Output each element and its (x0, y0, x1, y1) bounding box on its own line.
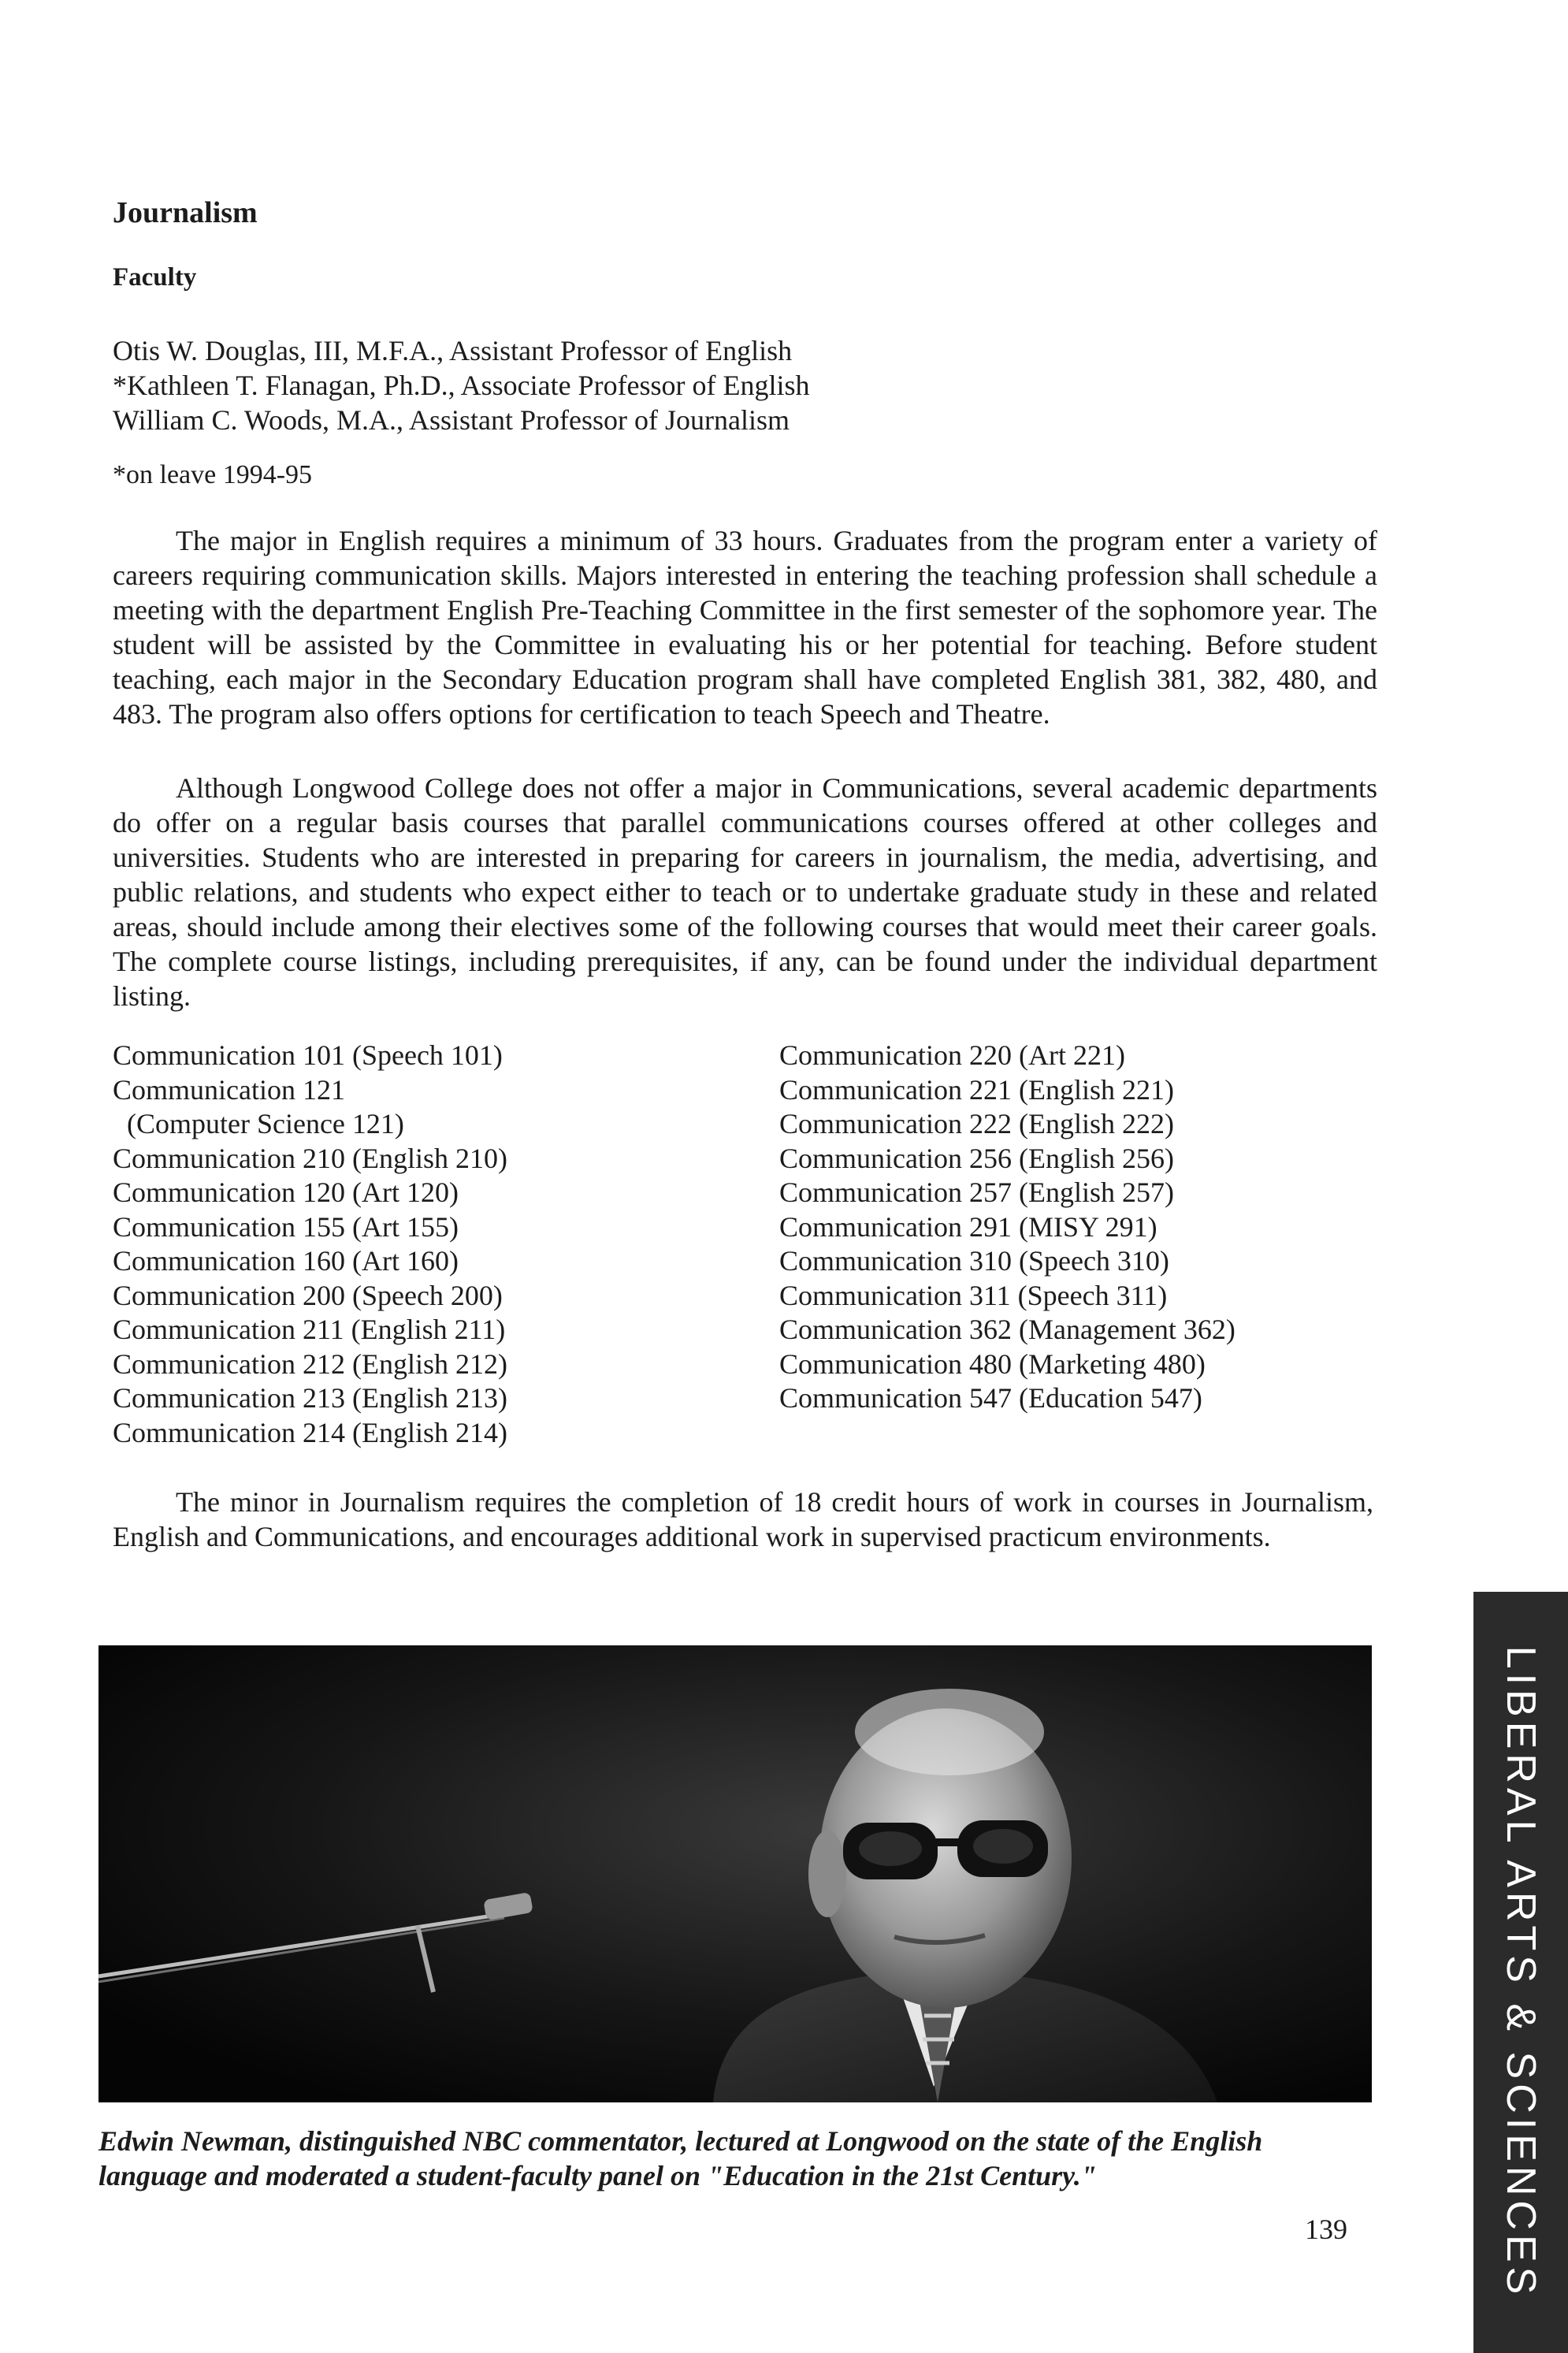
faculty-member: Otis W. Douglas, III, M.F.A., Assistant Professor of English (113, 335, 793, 366)
course-item: Communication 222 (English 222) (779, 1108, 1174, 1139)
faculty-heading: Faculty (113, 263, 197, 292)
course-item: Communication 210 (English 210) (113, 1142, 507, 1174)
course-item: (Computer Science 121) (113, 1108, 404, 1139)
course-item: Communication 310 (Speech 310) (779, 1245, 1169, 1277)
section-title: Journalism (113, 196, 258, 229)
course-item: Communication 291 (MISY 291) (779, 1210, 1157, 1243)
course-item: Communication 211 (English 211) (113, 1314, 506, 1345)
course-item: Communication 311 (Speech 311) (779, 1279, 1168, 1311)
course-list-left (113, 1039, 507, 1450)
course-list-right (779, 1039, 1235, 1416)
minor-paragraph: The minor in Journalism requires the completion of 18 credit hours of work in courses in Journalism, English and Communications, and encourages additional work in supervised practicum environments. (113, 1486, 1373, 1552)
course-item: Communication 480 (Marketing 480) (779, 1347, 1206, 1380)
photo-background (98, 1645, 1372, 2102)
course-item: Communication 101 (Speech 101) (113, 1039, 503, 1071)
course-item: Communication 121 (113, 1073, 345, 1106)
communications-paragraph: Although Longwood College does not offer a major in Communications, several academic departments do offer on a regular basis courses that parallel communications courses offered at other colleges and universities. Students who are interested in preparing for careers in journalism, the media, advertising, and public relations, and students who expect either to teach or to undertake graduate study in these and related areas, should include among their electives some of the following courses that would meet their career goals. The complete course listings, including prerequisites, if any, can be found under the individual department listing. (113, 772, 1377, 1012)
course-item: Communication 213 (English 213) (113, 1382, 507, 1414)
side-tab-label: LIBERAL ARTS & SCIENCES (1498, 1645, 1544, 2299)
faculty-list (113, 333, 810, 437)
course-item: Communication 362 (Management 362) (779, 1314, 1235, 1345)
faculty-member: *Kathleen T. Flanagan, Ph.D., Associate Professor of English (113, 370, 810, 401)
newman-photo (98, 1645, 1372, 2102)
course-item: Communication 257 (English 257) (779, 1176, 1174, 1208)
course-item: Communication 256 (English 256) (779, 1142, 1174, 1174)
photo-caption: Edwin Newman, distinguished NBC commentator, lectured at Longwood on the state of the English language and moderated a student-faculty panel on "Education in the 21st Century." (98, 2125, 1263, 2191)
course-item: Communication 155 (Art 155) (113, 1210, 459, 1243)
course-item: Communication 200 (Speech 200) (113, 1279, 503, 1311)
course-item: Communication 214 (English 214) (113, 1416, 507, 1448)
course-item: Communication 120 (Art 120) (113, 1176, 459, 1208)
page-number: 139 (1305, 2214, 1347, 2245)
course-item: Communication 547 (Education 547) (779, 1382, 1202, 1414)
course-item: Communication 160 (Art 160) (113, 1245, 459, 1277)
course-item: Communication 221 (English 221) (779, 1073, 1174, 1106)
major-paragraph: The major in English requires a minimum of 33 hours. Graduates from the program enter a variety of careers requiring communication skills. Majors interested in entering the teaching profession shall schedule a meeting with the department English Pre-Teaching Committee in the first semester of the sophomore year. The student will be assisted by the Committee in evaluating his or her potential for teaching. Before student teaching, each major in the Secondary Education program shall have completed English 381, 382, 480, and 483. The program also offers options for certification to teach Speech and Theatre. (113, 525, 1377, 730)
course-item: Communication 220 (Art 221) (779, 1039, 1125, 1071)
course-item: Communication 212 (English 212) (113, 1347, 507, 1380)
section-side-tab (1473, 1592, 1568, 2353)
leave-footnote: *on leave 1994-95 (113, 460, 313, 489)
faculty-member: William C. Woods, M.A., Assistant Professor of Journalism (113, 404, 790, 436)
